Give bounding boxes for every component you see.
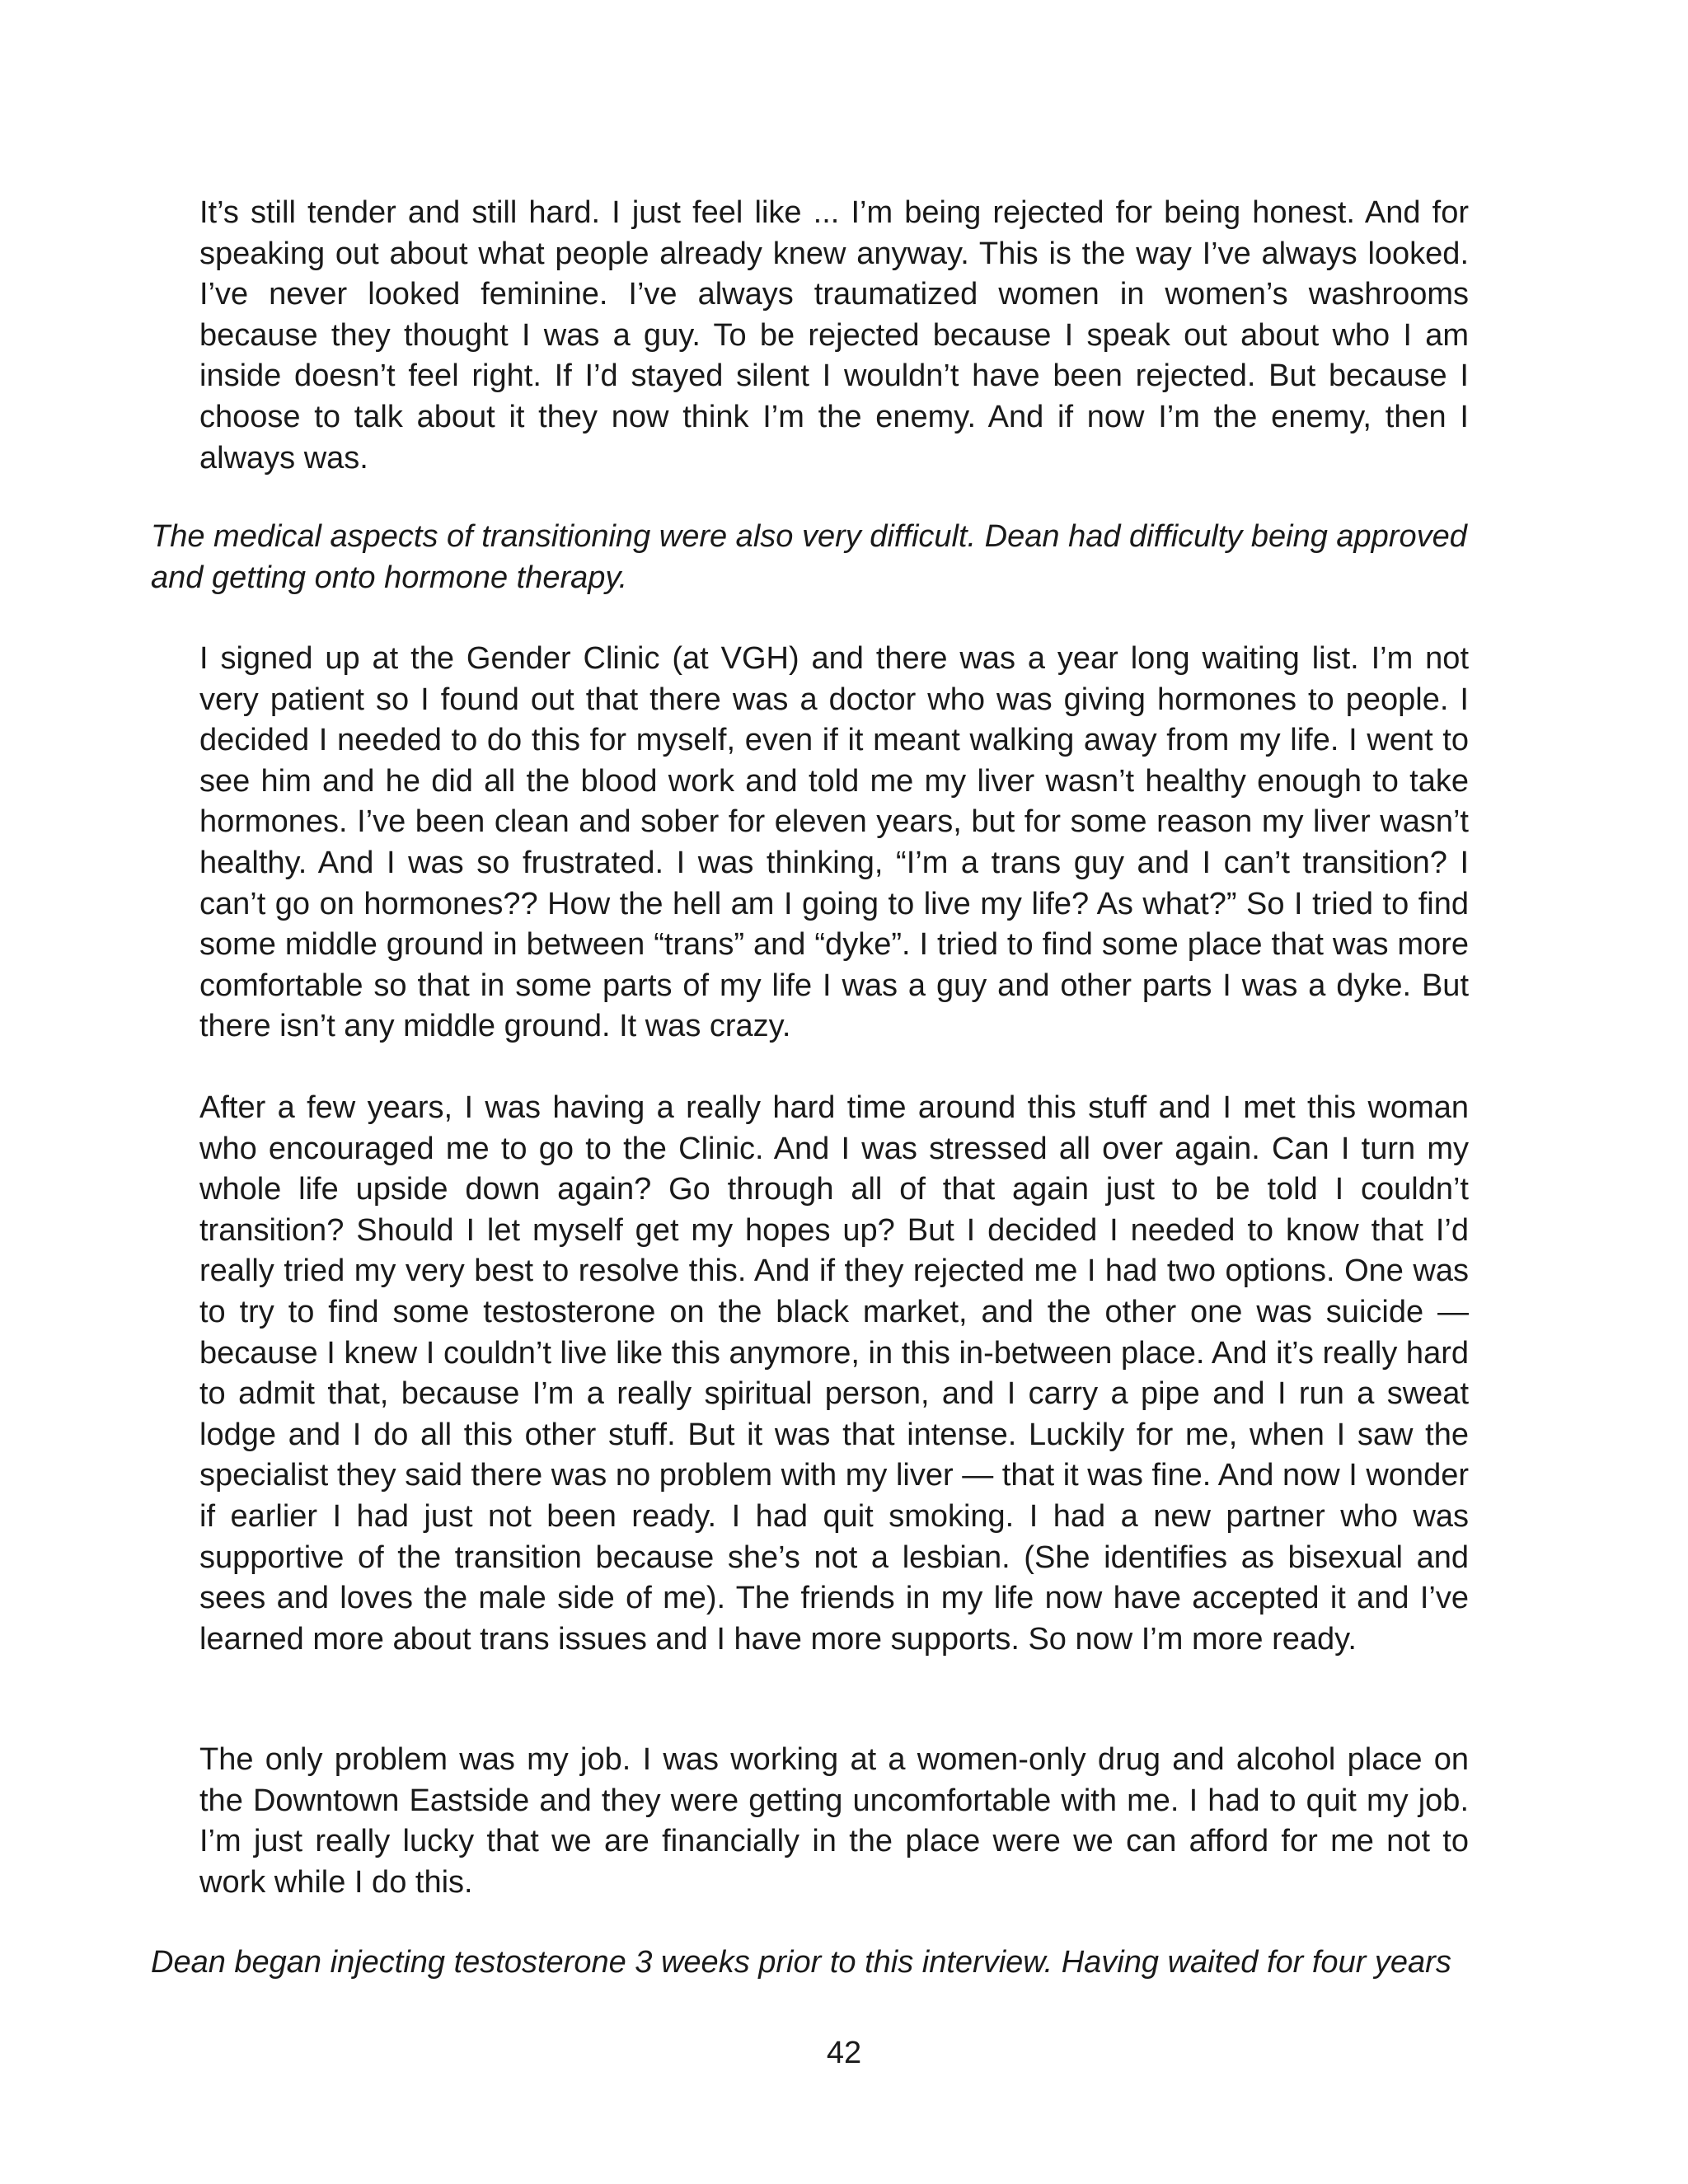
quote-paragraph-job: The only problem was my job. I was working at a women-only drug and alcohol place on the Downtown Eastside and they were getting uncomfortable with me. I had to quit my job. I’m just really lucky that we are financially in the place were we can afford for me not to work while I do this. [199, 1742, 1469, 1900]
narration-medical-aspects: The medical aspects of transitioning were also very difficult. Dean had difficulty being approved and getting onto hormone therapy. [151, 519, 1467, 595]
quote-paragraph-after-a-few-years: After a few years, I was having a really hard time around this stuff and I met this woman who encouraged me to go to the Clinic. And I was stressed all over again. Can I turn my whole life upside down again? Go through all of that again just to be told I couldn’t transition? Should I let myself get my hopes up? But I decided I needed to know that I’d really tried my very best to resolve this. And if they rejected me I had two options. One was to try to find some testosterone on the black market, and the other one was suicide — because I knew I couldn’t live like this anymore, in this in-between place. And it’s really hard to admit that, because I’m a really spiritual person, and I carry a pipe and I run a sweat lodge and I do all this other stuff. But it was that intense. Luckily for me, when I saw the specialist they said there was no problem with my liver — that it was fine. And now I wonder if earlier I had just not been ready. I had quit smoking. I had a new partner who was supportive of the transition because she’s not a lesbian. (She identifies as bisexual and sees and loves the male side of me). The friends in my life now have accepted it and I’ve learned more about trans issues and I have more supports. So now I’m more ready. [199, 1090, 1469, 1657]
quote-paragraph-gender-clinic: I signed up at the Gender Clinic (at VGH) and there was a year long waiting list. I’m not very patient so I found out that there was a doctor who was giving hormones to people. I decided I needed to do this for myself, even if it meant walking away from my life. I went to see him and he did all the blood work and told me my liver wasn’t healthy enough to take hormones. I’ve been clean and sober for eleven years, but for some reason my liver wasn’t healthy. And I was so frustrated. I was thinking, “I’m a trans guy and I can’t transition? I can’t go on hormones?? How the hell am I going to live my life? As what?” So I tried to find some middle ground in between “trans” and “dyke”. I tried to find some place that was more comfortable so that in some parts of my life I was a guy and other parts I was a dyke. But there isn’t any middle ground. It was crazy. [199, 641, 1469, 1044]
quote-paragraph-rejection: It’s still tender and still hard. I just feel like ... I’m being rejected for being honest. And for speaking out about what people already knew anyway. This is the way I’ve always looked. I’ve never looked feminine. I’ve always traumatized women in women’s washrooms because they thought I was a guy. To be rejected because I speak out about who I am inside doesn’t feel right. If I’d stayed silent I wouldn’t have been rejected. But because I choose to talk about it they now think I’m the enemy. And if now I’m the enemy, then I always was. [199, 195, 1469, 476]
page-number: 42 [826, 2036, 862, 2070]
narration-testosterone: Dean began injecting testosterone 3 weeks prior to this interview. Having waited for four years [151, 1945, 1451, 1980]
